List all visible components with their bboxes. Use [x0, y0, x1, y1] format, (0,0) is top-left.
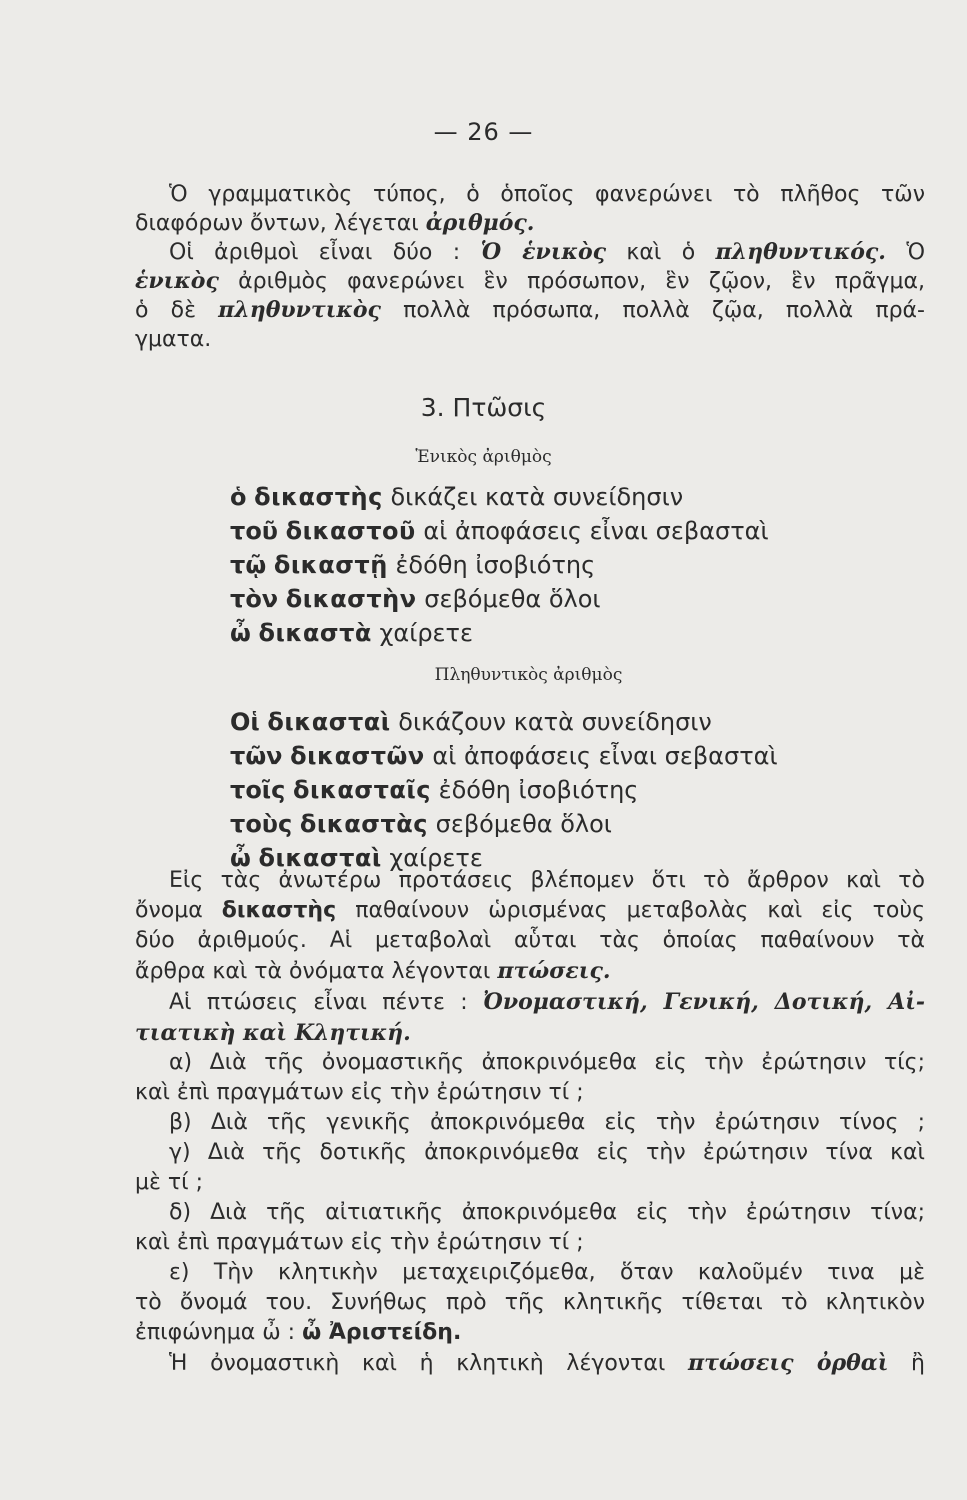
text-line: καὶ ἐπὶ πραγμάτων εἰς τὴν ἐρώτησιν τί ; [135, 1230, 584, 1255]
declension-row: ὁ δικαστὴς δικάζει κατὰ συνείδησιν [230, 483, 684, 511]
declension-row: τὸν δικαστὴν σεβόμεθα ὅλοι [230, 585, 601, 613]
declension-row: τοῦ δικαστοῦ αἱ ἀποφάσεις εἶναι σεβασταὶ [230, 517, 769, 545]
text-line: τιατικὴ καὶ Κλητική. [135, 1020, 411, 1046]
text-line: ὄνομα δικαστὴς παθαίνουν ὡρισμένας μεταβολὰς καὶ εἰς τοὺς [135, 898, 925, 923]
text-line: δύο ἀριθμούς. Αἱ μεταβολαὶ αὗται τὰς ὁποίας παθαίνουν τὰ [135, 928, 925, 953]
declension-row: τῷ δικαστῇ ἐδόθη ἰσοβιότης [230, 551, 596, 579]
text-line: γ) Διὰ τῆς δοτικῆς ἀποκρινόμεθα εἰς τὴν ἐρώτησιν τίνα καὶ [169, 1140, 925, 1165]
section-title: 3. Πτῶσις [420, 393, 547, 422]
intro-line: Οἱ ἀριθμοὶ εἶναι δύο : Ὁ ἑνικὸς καὶ ὁ πληθυντικός. Ὁ [169, 239, 925, 265]
singular-heading: Ἑνικὸς ἀριθμὸς [415, 447, 552, 467]
cases-paragraph [135, 866, 925, 1379]
plural-heading: Πληθυντικὸς ἀριθμὸς [434, 665, 623, 685]
declension-row: τοὺς δικαστὰς σεβόμεθα ὅλοι [230, 810, 612, 838]
singular-declension [230, 480, 769, 650]
intro-line: γματα. [135, 327, 212, 352]
text-line: δ) Διὰ τῆς αἰτιατικῆς ἀποκρινόμεθα εἰς τὴν ἐρώτησιν τίνα; [169, 1200, 925, 1225]
declension-row: ὦ δικαστὰ χαίρετε [230, 619, 473, 647]
text-line: α) Διὰ τῆς ὀνομαστικῆς ἀποκρινόμεθα εἰς τὴν ἐρώτησιν τίς; [169, 1050, 925, 1075]
plural-declension [230, 705, 778, 875]
intro-line: Ὁ γραμματικὸς τύπος, ὁ ὁποῖος φανερώνει τὸ πλῆθος τῶν [169, 182, 925, 207]
text-line: Ἡ ὀνομαστικὴ καὶ ἡ κλητικὴ λέγονται πτώσεις ὀρθαὶ ἢ [169, 1350, 926, 1376]
text-line: καὶ ἐπὶ πραγμάτων εἰς τὴν ἐρώτησιν τί ; [135, 1080, 584, 1105]
intro-line: διαφόρων ὄντων, λέγεται ἀριθμός. [135, 210, 535, 236]
intro-paragraph [135, 180, 925, 354]
declension-row: ὦ δικασταὶ χαίρετε [230, 844, 483, 872]
declension-row: τῶν δικαστῶν αἱ ἀποφάσεις εἶναι σεβασταὶ [230, 742, 778, 770]
declension-row: Οἱ δικασταὶ δικάζουν κατὰ συνείδησιν [230, 708, 712, 736]
page-number: — 26 — [433, 118, 534, 146]
text-line: τὸ ὄνομά του. Συνήθως πρὸ τῆς κλητικῆς τίθεται τὸ κλητικὸν [135, 1290, 925, 1315]
text-line: Αἱ πτώσεις εἶναι πέντε : Ὀνομαστική, Γενική, Δοτική, Αἰ- [169, 989, 925, 1015]
declension-row: τοῖς δικασταῖς ἐδόθη ἰσοβιότης [230, 776, 639, 804]
text-line: ἐπιφώνημα ὦ : ὦ Ἀριστείδη. [135, 1320, 462, 1345]
text-line: β) Διὰ τῆς γενικῆς ἀποκρινόμεθα εἰς τὴν ἐρώτησιν τίνος ; [169, 1110, 925, 1135]
text-line: μὲ τί ; [135, 1170, 203, 1195]
intro-line: ὁ δὲ πληθυντικὸς πολλὰ πρόσωπα, πολλὰ ζῷα, πολλὰ πρά- [135, 297, 925, 323]
text-line: Εἰς τὰς ἀνωτέρω προτάσεις βλέπομεν ὅτι τὸ ἄρθρον καὶ τὸ [169, 868, 925, 893]
intro-line: ἑνικὸς ἀριθμὸς φανερώνει ἓν πρόσωπον, ἓν ζῷον, ἓν πρᾶγμα, [135, 268, 925, 294]
text-line: ε) Τὴν κλητικὴν μεταχειριζόμεθα, ὅταν καλοῦμέν τινα μὲ [169, 1260, 925, 1285]
text-line: ἄρθρα καὶ τὰ ὀνόματα λέγονται πτώσεις. [135, 958, 611, 984]
